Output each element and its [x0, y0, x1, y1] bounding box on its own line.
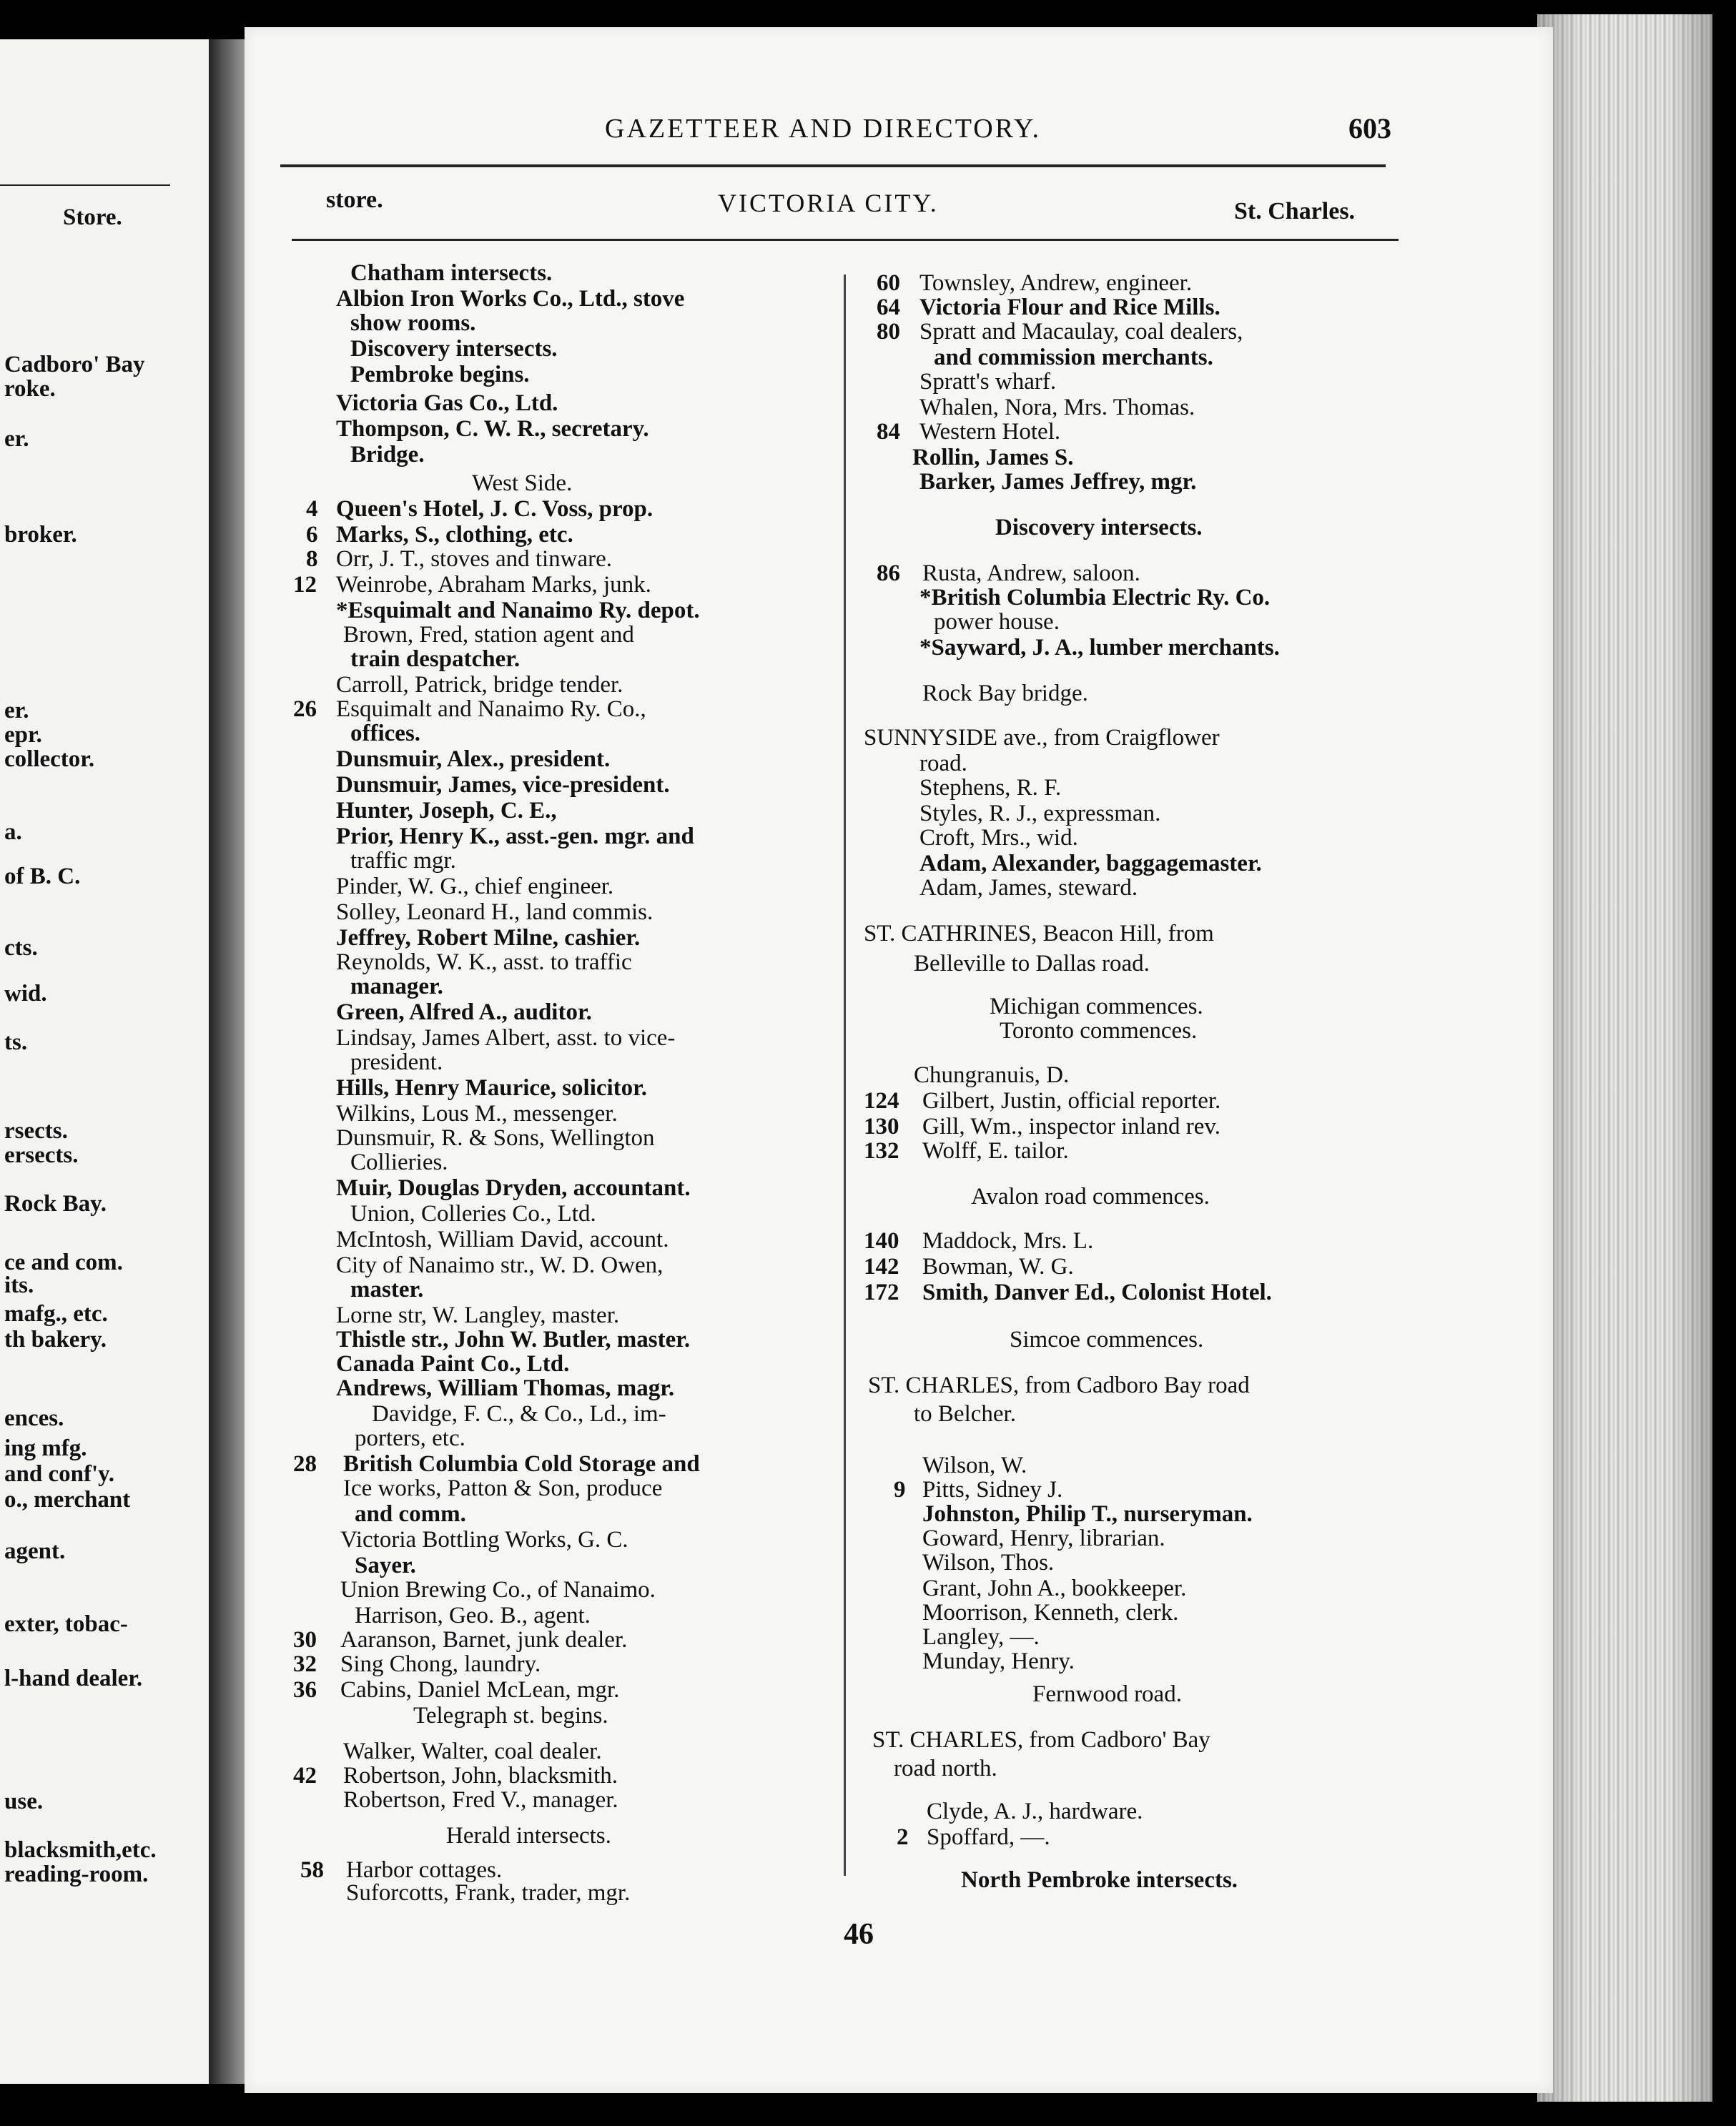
fragment: er. — [4, 426, 29, 452]
fragment: ersects. — [4, 1142, 79, 1168]
subheader-rule — [292, 239, 1399, 241]
entry: Barker, James Jeffrey, mgr. — [919, 469, 1197, 495]
house-number: 58 — [300, 1857, 324, 1883]
entry-cont: Harrison, Geo. B., agent. — [355, 1603, 591, 1628]
entry-cont: Union, Colleries Co., Ltd. — [350, 1201, 596, 1227]
house-number: 84 — [877, 419, 900, 445]
entry: Clyde, A. J., hardware. — [927, 1799, 1143, 1824]
entry: Hunter, Joseph, C. E., — [336, 798, 557, 824]
fragment: ce and com. — [4, 1250, 123, 1275]
fragment: th bakery. — [4, 1327, 107, 1353]
entry: Bowman, W. G. — [922, 1254, 1074, 1280]
house-number: 140 — [864, 1228, 899, 1254]
entry-cont: road. — [919, 751, 967, 776]
entry: Thompson, C. W. R., secretary. — [336, 416, 649, 442]
entry: Harbor cottages. — [346, 1857, 503, 1883]
entry: Moorrison, Kenneth, clerk. — [922, 1600, 1179, 1626]
entry: Langley, —. — [922, 1624, 1040, 1650]
entry: Weinrobe, Abraham Marks, junk. — [336, 572, 651, 598]
entry: Canada Paint Co., Ltd. — [336, 1351, 570, 1377]
fragment: epr. — [4, 722, 42, 748]
entry-cont: traffic mgr. — [350, 848, 456, 874]
entry-cont: road north. — [894, 1756, 997, 1781]
entry: Goward, Henry, librarian. — [922, 1526, 1165, 1551]
street-note: Herald intersects. — [446, 1823, 611, 1849]
house-number: 32 — [293, 1651, 317, 1677]
fragment: rsects. — [4, 1118, 68, 1144]
entry: Dunsmuir, James, vice-president. — [336, 772, 670, 798]
entry-cont: Collieries. — [350, 1149, 448, 1175]
entry: Victoria Bottling Works, G. C. — [340, 1527, 628, 1553]
fragment: blacksmith,etc. — [4, 1837, 157, 1863]
entry: Western Hotel. — [919, 419, 1061, 445]
entry: Solley, Leonard H., land commis. — [336, 899, 654, 925]
entry: Carroll, Patrick, bridge tender. — [336, 672, 623, 698]
fragment: of B. C. — [4, 864, 81, 889]
entry: Townsley, Andrew, engineer. — [919, 270, 1193, 296]
entry: Davidge, F. C., & Co., Ld., im- — [372, 1401, 666, 1427]
entry-cont: and commission merchants. — [934, 345, 1213, 370]
street-heading: ST. CHARLES, from Cadboro' Bay — [872, 1727, 1210, 1753]
city-heading: VICTORIA CITY. — [718, 189, 939, 217]
house-number: 12 — [293, 572, 317, 598]
entry-cont: manager. — [350, 974, 443, 999]
entry: Lindsay, James Albert, asst. to vice- — [336, 1025, 676, 1051]
entry: Cabins, Daniel McLean, mgr. — [340, 1677, 620, 1703]
fragment: and conf'y. — [4, 1461, 115, 1487]
fragment: ences. — [4, 1405, 64, 1431]
entry: McIntosh, William David, account. — [336, 1227, 669, 1252]
street-note: Michigan commences. — [990, 994, 1203, 1019]
street-note: Toronto commences. — [1000, 1018, 1198, 1044]
fragment: collector. — [4, 746, 95, 772]
entry: Aaranson, Barnet, junk dealer. — [340, 1627, 628, 1653]
entry: Walker, Walter, coal dealer. — [343, 1739, 602, 1764]
entry: Spoffard, —. — [927, 1824, 1050, 1850]
street-note: Fernwood road. — [1032, 1681, 1182, 1707]
entry: City of Nanaimo str., W. D. Owen, — [336, 1252, 664, 1278]
entry: Hills, Henry Maurice, solicitor. — [336, 1075, 648, 1101]
street-note: Discovery intersects. — [350, 336, 558, 362]
entry: Croft, Mrs., wid. — [919, 825, 1078, 851]
fragment: roke. — [4, 376, 56, 402]
entry: Robertson, John, blacksmith. — [343, 1763, 618, 1789]
left-catchword: store. — [326, 187, 383, 213]
fragment: cts. — [4, 935, 38, 961]
fragment: mafg., etc. — [4, 1301, 108, 1327]
entry: Gill, Wm., inspector inland rev. — [922, 1114, 1220, 1139]
entry: Spratt and Macaulay, coal dealers, — [919, 319, 1243, 345]
entry: Orr, J. T., stoves and tinware. — [336, 546, 613, 572]
entry: Victoria Flour and Rice Mills. — [919, 295, 1220, 320]
entry-cont: show rooms. — [350, 310, 476, 336]
entry: Grant, John A., bookkeeper. — [922, 1576, 1187, 1601]
entry: Queen's Hotel, J. C. Voss, prop. — [336, 496, 654, 522]
house-number: 60 — [877, 270, 900, 296]
book-gutter — [209, 39, 245, 2084]
house-number: 172 — [864, 1280, 899, 1305]
house-number: 30 — [293, 1627, 317, 1653]
entry: Marks, S., clothing, etc. — [336, 522, 573, 548]
fragment: l-hand dealer. — [4, 1666, 143, 1691]
entry: Muir, Douglas Dryden, accountant. — [336, 1175, 691, 1201]
street-heading: ST. CATHRINES, Beacon Hill, from — [864, 921, 1214, 946]
street-note: Simcoe commences. — [1010, 1327, 1204, 1353]
entry: *Esquimalt and Nanaimo Ry. depot. — [336, 598, 700, 623]
fragment: use. — [4, 1789, 44, 1814]
house-number: 64 — [877, 295, 900, 320]
fragment: er. — [4, 698, 29, 723]
fragment: wid. — [4, 981, 47, 1007]
entry: British Columbia Cold Storage and — [343, 1451, 700, 1477]
fragment: ing mfg. — [4, 1435, 87, 1461]
fragment: a. — [4, 819, 22, 845]
entry: Chungranuis, D. — [914, 1062, 1070, 1088]
house-number: 124 — [864, 1088, 899, 1114]
entry: Suforcotts, Frank, trader, mgr. — [346, 1880, 631, 1906]
entry-cont: president. — [350, 1049, 443, 1075]
entry-cont: to Belcher. — [914, 1401, 1016, 1427]
entry: Andrews, William Thomas, magr. — [336, 1375, 675, 1401]
street-heading: ST. CHARLES, from Cadboro Bay road — [868, 1373, 1250, 1398]
house-number: 4 — [306, 496, 318, 522]
house-number: 26 — [293, 696, 317, 722]
facing-page — [0, 39, 209, 2084]
entry: Smith, Danver Ed., Colonist Hotel. — [922, 1280, 1272, 1305]
entry: Prior, Henry K., asst.-gen. mgr. and — [336, 824, 694, 849]
entry: Lorne str, W. Langley, master. — [336, 1302, 620, 1328]
entry: Maddock, Mrs. L. — [922, 1228, 1094, 1254]
house-number: 130 — [864, 1114, 899, 1139]
entry: Pinder, W. G., chief engineer. — [336, 874, 614, 899]
house-number: 6 — [306, 522, 318, 548]
street-note: Telegraph st. begins. — [413, 1703, 608, 1729]
entry: Munday, Henry. — [922, 1648, 1075, 1674]
house-number: 8 — [306, 546, 318, 572]
entry: Green, Alfred A., auditor. — [336, 999, 592, 1025]
entry-cont: master. — [350, 1277, 424, 1302]
street-note: North Pembroke intersects. — [961, 1867, 1238, 1893]
entry: Jeffrey, Robert Milne, cashier. — [336, 925, 641, 951]
house-number: 28 — [293, 1451, 317, 1477]
fragment: Cadboro' Bay — [4, 352, 145, 377]
entry: Albion Iron Works Co., Ltd., stove — [336, 286, 685, 312]
house-number: 9 — [894, 1477, 906, 1503]
entry: Rusta, Andrew, saloon. — [922, 560, 1140, 586]
street-note: Avalon road commences. — [971, 1184, 1210, 1210]
entry: Brown, Fred, station agent and — [343, 622, 634, 648]
entry: Johnston, Philip T., nurseryman. — [922, 1501, 1253, 1527]
fragment: its. — [4, 1272, 34, 1298]
entry: Styles, R. J., expressman. — [919, 801, 1161, 826]
house-number: 36 — [293, 1677, 317, 1703]
entry-cont: Ice works, Patton & Son, produce — [343, 1475, 663, 1501]
entry-cont: power house. — [934, 609, 1060, 635]
entry: Adam, Alexander, baggagemaster. — [919, 851, 1262, 876]
house-number: 42 — [293, 1763, 317, 1789]
entry-cont: offices. — [350, 721, 421, 746]
entry-cont: train despatcher. — [350, 646, 521, 672]
entry: *British Columbia Electric Ry. Co. — [919, 585, 1271, 610]
header-rule — [280, 164, 1386, 167]
column-divider — [844, 275, 846, 1876]
street-note: Chatham intersects. — [350, 260, 553, 286]
page-number: 603 — [1348, 112, 1391, 144]
fragment: o., merchant — [4, 1487, 131, 1513]
entry: Sing Chong, laundry. — [340, 1651, 541, 1677]
fragment: ts. — [4, 1029, 28, 1055]
entry: Rollin, James S. — [912, 445, 1074, 470]
entry: Thistle str., John W. Butler, master. — [336, 1327, 691, 1353]
signature-mark: 46 — [844, 1918, 874, 1951]
fragment: agent. — [4, 1538, 66, 1564]
side-heading: West Side. — [472, 470, 573, 496]
house-number: 86 — [877, 560, 900, 586]
house-number: 80 — [877, 319, 900, 345]
right-catchword: St. Charles. — [1234, 198, 1356, 224]
entry: Dunsmuir, Alex., president. — [336, 746, 611, 772]
entry: *Sayward, J. A., lumber merchants. — [919, 635, 1280, 661]
entry: Victoria Gas Co., Ltd. — [336, 390, 558, 416]
entry: Adam, James, steward. — [919, 875, 1138, 901]
entry: Robertson, Fred V., manager. — [343, 1787, 618, 1813]
entry-cont: and comm. — [355, 1501, 466, 1527]
fragment: Rock Bay. — [4, 1191, 107, 1217]
house-number: 142 — [864, 1254, 899, 1280]
entry: Gilbert, Justin, official reporter. — [922, 1088, 1221, 1114]
facing-header-rule — [0, 184, 170, 186]
entry: Dunsmuir, R. & Sons, Wellington — [336, 1125, 655, 1151]
entry: Wilson, Thos. — [922, 1550, 1055, 1576]
fragment: broker. — [4, 522, 77, 548]
entry: Pitts, Sidney J. — [922, 1477, 1063, 1503]
house-number: 2 — [897, 1824, 909, 1850]
entry: Union Brewing Co., of Nanaimo. — [340, 1577, 656, 1603]
fragment: exter, tobac- — [4, 1611, 128, 1637]
entry-cont: porters, etc. — [355, 1425, 465, 1451]
running-title: GAZETTEER AND DIRECTORY. — [605, 114, 1041, 144]
street-note: Pembroke begins. — [350, 362, 530, 387]
entry-cont: Sayer. — [355, 1553, 416, 1578]
entry: Wilkins, Lous M., messenger. — [336, 1101, 618, 1127]
fragment: reading-room. — [4, 1862, 149, 1887]
entry: Reynolds, W. K., asst. to traffic — [336, 949, 632, 975]
street-note: Bridge. — [350, 442, 425, 468]
entry: Wolff, E. tailor. — [922, 1138, 1069, 1164]
entry: Spratt's wharf. — [919, 369, 1057, 395]
entry: Esquimalt and Nanaimo Ry. Co., — [336, 696, 646, 722]
entry: Stephens, R. F. — [919, 775, 1062, 801]
street-note: Discovery intersects. — [995, 515, 1203, 540]
street-note: Rock Bay bridge. — [922, 681, 1088, 706]
entry: Wilson, W. — [922, 1453, 1027, 1478]
entry-cont: Belleville to Dallas road. — [914, 951, 1150, 977]
street-heading: SUNNYSIDE ave., from Craigflower — [864, 725, 1220, 751]
entry: Whalen, Nora, Mrs. Thomas. — [919, 395, 1195, 420]
fragment: Store. — [63, 204, 122, 230]
house-number: 132 — [864, 1138, 899, 1164]
